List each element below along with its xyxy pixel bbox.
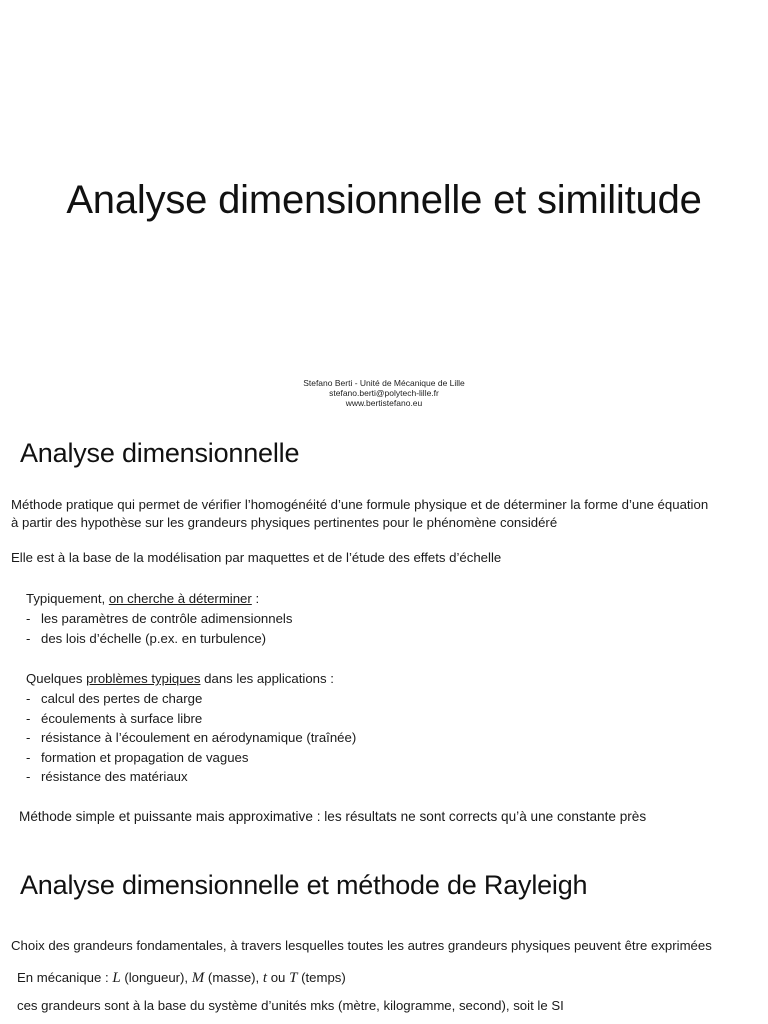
list-item: - écoulements à surface libre <box>26 710 203 726</box>
choice-suffix: , à travers lesquelles toutes les autres grandeurs physiques peuvent être exprimées <box>222 938 712 953</box>
author-email: stefano.berti@polytech-lille.fr <box>329 388 439 398</box>
intro-line-1: Méthode pratique qui permet de vérifier l’homogénéité d’une formule physique et de déterminer la forme d’une équation <box>11 497 709 512</box>
list-item: - des lois d’échelle (p.ex. en turbulence) <box>26 630 267 646</box>
list-item: - formation et propagation de vagues <box>26 749 249 765</box>
choice-bold: grandeurs fondamentales <box>73 938 223 953</box>
symbol-time-lower: t <box>262 970 268 986</box>
author-website: www.bertistefano.eu <box>345 398 423 408</box>
list-item: - les paramètres de contrôle adimensionnels <box>26 611 293 626</box>
typically-list <box>26 609 292 648</box>
typically-prefix: Typiquement, <box>26 591 109 606</box>
page-title: Analyse dimensionnelle et similitude <box>66 178 702 222</box>
section-title-analyse: Analyse dimensionnelle <box>20 438 300 468</box>
mechanics-label: En mécanique : <box>17 970 113 985</box>
si-units-paragraph: ces grandeurs sont à la base du système d’unités mks (mètre, kilogramme, second), soit le SI <box>17 998 564 1013</box>
problems-heading <box>26 670 334 688</box>
conclusion-paragraph <box>19 808 646 826</box>
conclusion-bold: Méthode simple et puissante mais approximative : <box>19 809 321 824</box>
symbol-mass: M <box>191 970 205 986</box>
list-item: - résistance à l’écoulement en aérodynamique (traînée) <box>26 730 357 745</box>
intro-line-2: à partir des hypothèse sur les grandeurs physiques pertinentes pour le phénomène considéré <box>11 515 558 530</box>
problems-underlined: problèmes typiques <box>86 671 201 686</box>
problems-prefix: Quelques <box>26 671 87 686</box>
list-item: - résistance des matériaux <box>26 769 188 784</box>
symbol-time-upper: T <box>289 970 298 986</box>
typically-suffix: : <box>251 591 260 606</box>
choice-prefix: Choix des <box>11 938 74 953</box>
scale-paragraph: Elle est à la base de la modélisation par maquettes et de l’étude des effets d’échelle <box>11 550 502 565</box>
problems-suffix: dans les applications : <box>200 671 334 686</box>
typically-underlined: on cherche à déterminer <box>108 591 252 606</box>
list-item: - calcul des pertes de charge <box>26 691 203 706</box>
intro-paragraph <box>11 496 761 532</box>
mechanics-line: En mécanique : L (longueur), M (masse), t ou T (temps) <box>17 970 346 986</box>
section-title-rayleigh: Analyse dimensionnelle et méthode de Rayleigh <box>20 870 588 900</box>
typically-heading <box>26 590 259 608</box>
fundamental-quantities-paragraph <box>11 937 768 955</box>
author-block <box>0 378 768 408</box>
problems-list <box>26 689 356 787</box>
conclusion-rest: les résultats ne sont corrects qu’à une constante près <box>320 809 647 824</box>
symbol-length: L <box>112 970 121 986</box>
author-affiliation: Stefano Berti - Unité de Mécanique de Lille <box>303 378 465 388</box>
